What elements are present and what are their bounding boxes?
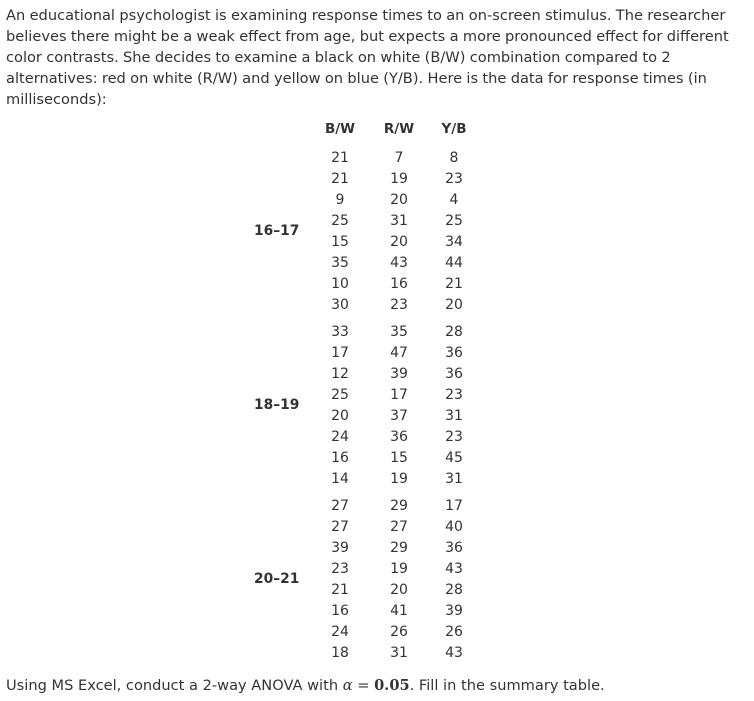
table-cell: 31	[445, 408, 463, 424]
table-cell: 18	[331, 645, 349, 661]
alpha-value: 0.05	[374, 677, 410, 694]
instruction-text	[6, 675, 605, 696]
table-cell: 25	[331, 387, 349, 403]
table-cell: 20	[331, 408, 349, 424]
alpha-equals: =	[352, 677, 375, 694]
table-cell: 16	[331, 450, 349, 466]
table-cell: 33	[331, 324, 349, 340]
table-cell: 29	[390, 540, 408, 556]
table-cell: 20	[390, 192, 408, 208]
table-cell: 26	[445, 624, 463, 640]
table-cell: 19	[390, 171, 408, 187]
table-cell: 8	[449, 150, 459, 166]
table-cell: 19	[390, 561, 408, 577]
table-cell: 23	[390, 297, 408, 313]
table-cell: 45	[445, 450, 463, 466]
table-cell: 4	[449, 192, 459, 208]
table-cell: 16	[390, 276, 408, 292]
age-group-label: 16–17	[254, 222, 300, 239]
table-cell: 12	[331, 366, 349, 382]
intro-line-3: color contrasts. She decides to examine a black on white (B/W) combination compared to 2	[6, 49, 671, 66]
column-header: R/W	[383, 121, 415, 137]
table-cell: 31	[390, 645, 408, 661]
problem-statement	[6, 5, 746, 110]
table-cell: 29	[390, 498, 408, 514]
table-cell: 23	[331, 561, 349, 577]
table-cell: 27	[390, 519, 408, 535]
table-cell: 16	[331, 603, 349, 619]
table-cell: 35	[390, 324, 408, 340]
intro-line-5: milliseconds):	[6, 91, 107, 108]
table-cell: 17	[445, 498, 463, 514]
table-cell: 14	[331, 471, 349, 487]
table-cell: 24	[331, 624, 349, 640]
table-cell: 21	[331, 582, 349, 598]
table-cell: 28	[445, 582, 463, 598]
table-cell: 17	[331, 345, 349, 361]
table-cell: 25	[445, 213, 463, 229]
table-cell: 21	[331, 150, 349, 166]
age-group-label: 18–19	[254, 396, 300, 413]
table-cell: 15	[331, 234, 349, 250]
column-header: Y/B	[441, 121, 467, 137]
age-group-label: 20–21	[254, 570, 300, 587]
table-cell: 25	[331, 213, 349, 229]
table-cell: 36	[445, 345, 463, 361]
table-cell: 9	[335, 192, 345, 208]
table-cell: 17	[390, 387, 408, 403]
intro-line-4: alternatives: red on white (R/W) and yellow on blue (Y/B). Here is the data for response times (in	[6, 70, 707, 87]
table-cell: 28	[445, 324, 463, 340]
table-cell: 19	[390, 471, 408, 487]
table-cell: 36	[445, 540, 463, 556]
table-cell: 23	[445, 387, 463, 403]
intro-line-1: An educational psychologist is examining response times to an on-screen stimulus. The researcher	[6, 7, 726, 24]
table-cell: 27	[331, 519, 349, 535]
table-cell: 24	[331, 429, 349, 445]
table-cell: 15	[390, 450, 408, 466]
table-cell: 39	[390, 366, 408, 382]
table-cell: 39	[445, 603, 463, 619]
table-cell: 30	[331, 297, 349, 313]
table-cell: 37	[390, 408, 408, 424]
table-cell: 21	[445, 276, 463, 292]
table-cell: 34	[445, 234, 463, 250]
instruction-prefix: Using MS Excel, conduct a 2-way ANOVA with	[6, 677, 343, 694]
table-cell: 36	[445, 366, 463, 382]
table-cell: 7	[394, 150, 404, 166]
table-cell: 31	[390, 213, 408, 229]
table-cell: 40	[445, 519, 463, 535]
table-cell: 21	[331, 171, 349, 187]
column-header: B/W	[324, 121, 356, 137]
table-cell: 36	[390, 429, 408, 445]
table-cell: 31	[445, 471, 463, 487]
table-cell: 39	[331, 540, 349, 556]
table-cell: 23	[445, 429, 463, 445]
table-cell: 20	[390, 234, 408, 250]
table-cell: 44	[445, 255, 463, 271]
table-cell: 23	[445, 171, 463, 187]
table-cell: 43	[390, 255, 408, 271]
table-cell: 47	[390, 345, 408, 361]
intro-line-2: believes there might be a weak effect from age, but expects a more pronounced effect for different	[6, 28, 729, 45]
alpha-symbol: α	[342, 677, 353, 694]
table-cell: 27	[331, 498, 349, 514]
instruction-suffix: . Fill in the summary table.	[409, 677, 605, 694]
table-cell: 20	[390, 582, 408, 598]
table-cell: 20	[445, 297, 463, 313]
table-cell: 43	[445, 645, 463, 661]
table-cell: 10	[331, 276, 349, 292]
table-cell: 41	[390, 603, 408, 619]
table-cell: 26	[390, 624, 408, 640]
table-cell: 35	[331, 255, 349, 271]
table-cell: 43	[445, 561, 463, 577]
